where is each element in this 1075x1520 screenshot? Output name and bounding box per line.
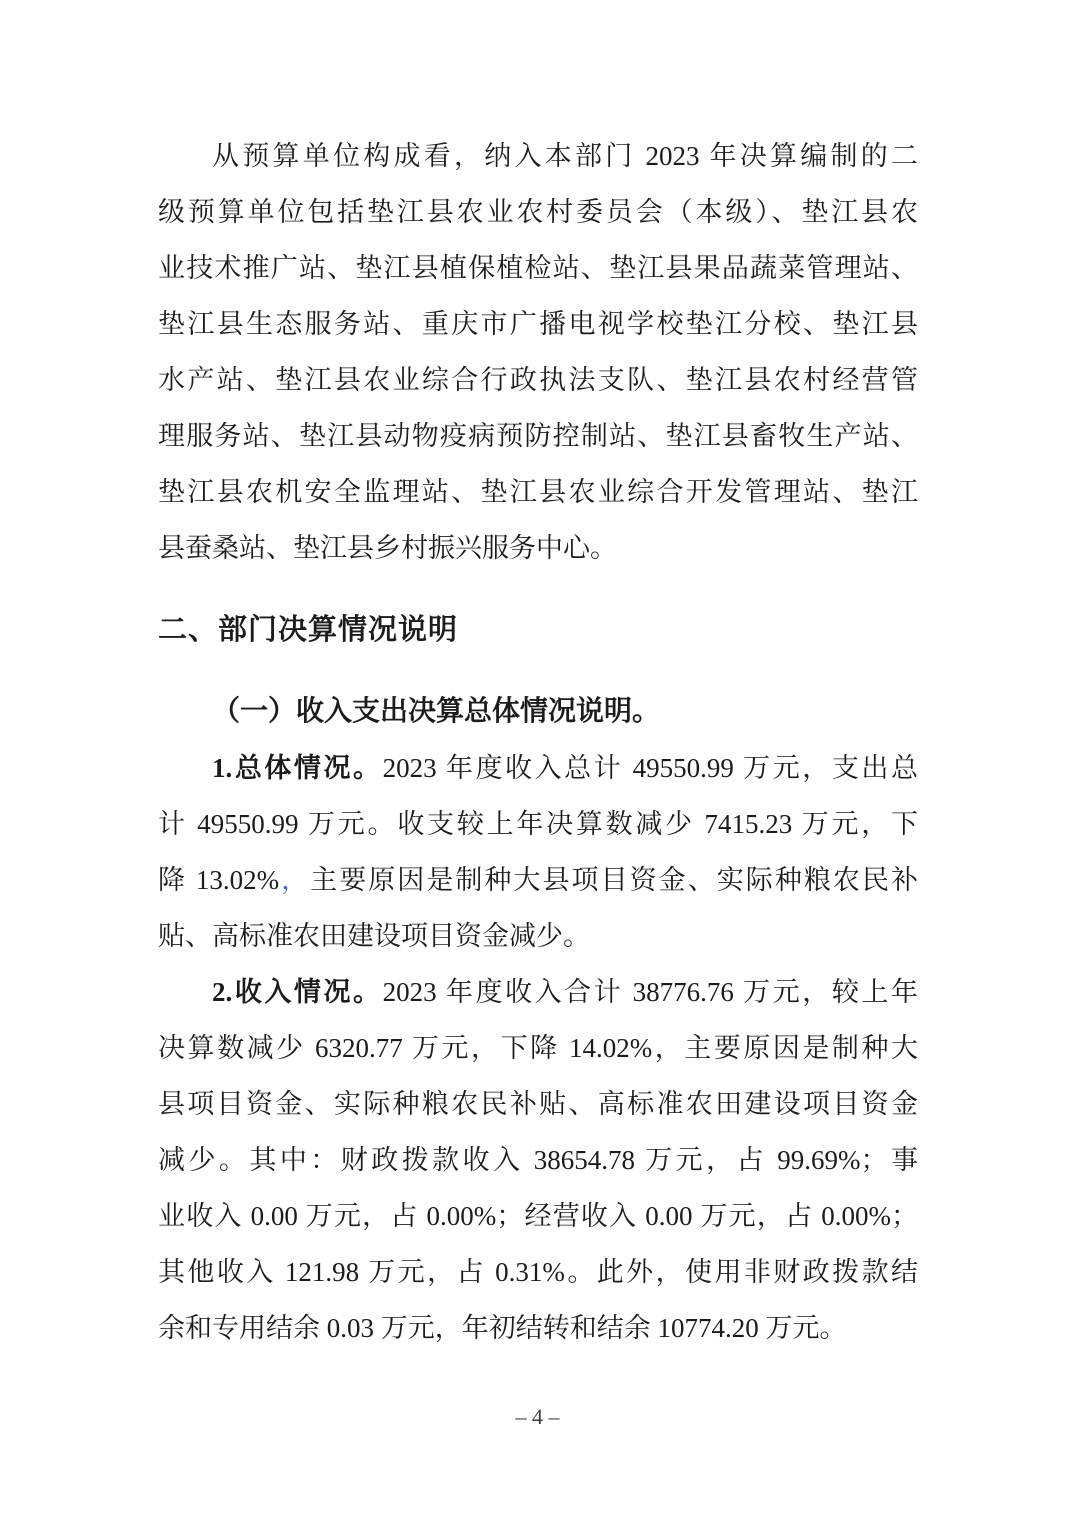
text-line	[158, 964, 918, 1020]
bold-lead-label: 2.收入情况。	[212, 977, 383, 1007]
text-run: 降 13.02%	[158, 865, 280, 895]
text-line: 从预算单位构成看，纳入本部门 2023 年决算编制的二	[212, 141, 918, 171]
paragraph-overall-situation	[158, 740, 918, 964]
text-run: 2023 年度收入合计 38776.76 万元，较上年	[382, 977, 918, 1007]
text-line: 其他收入 121.98 万元，占 0.31%。此外，使用非财政拨款结	[158, 1257, 918, 1287]
page-number: – 4 –	[515, 1404, 560, 1429]
subsection-heading: （一）收入支出决算总体情况说明。	[212, 696, 661, 727]
text-line: 水产站、垫江县农业综合行政执法支队、垫江县农村经营管	[158, 365, 918, 395]
text-line	[158, 852, 918, 908]
text-line: 县蚕桑站、垫江县乡村振兴服务中心。	[158, 533, 617, 563]
text-line: 业收入 0.00 万元，占 0.00%；经营收入 0.00 万元，占 0.00%；	[158, 1201, 918, 1231]
text-line: 垫江县生态服务站、重庆市广播电视学校垫江分校、垫江县	[158, 309, 918, 339]
text-line: 贴、高标准农田建设项目资金减少。	[158, 921, 590, 951]
document-body	[158, 128, 918, 1356]
text-line: 垫江县农机安全监理站、垫江县农业综合开发管理站、垫江	[158, 477, 918, 507]
bold-lead-label: 1.总体情况。	[212, 753, 383, 783]
paragraph-budget-units	[158, 128, 918, 576]
section-heading: 二、部门决算情况说明	[158, 614, 459, 646]
text-run: 2023 年度收入总计 49550.99 万元，支出总	[382, 753, 918, 783]
text-line: 县项目资金、实际种粮农民补贴、高标准农田建设项目资金	[158, 1089, 918, 1119]
text-line: 计 49550.99 万元。收支较上年决算数减少 7415.23 万元，下	[158, 809, 918, 839]
text-line	[158, 740, 918, 796]
text-line: 决算数减少 6320.77 万元，下降 14.02%，主要原因是制种大	[158, 1033, 918, 1063]
text-line: 减少。其中：财政拨款收入 38654.78 万元，占 99.69%；事	[158, 1145, 918, 1175]
blue-comma: ，	[279, 865, 311, 895]
text-line: 余和专用结余 0.03 万元，年初结转和结余 10774.20 万元。	[158, 1313, 847, 1343]
text-line: 理服务站、垫江县动物疫病预防控制站、垫江县畜牧生产站、	[158, 421, 918, 451]
paragraph-income-situation	[158, 964, 918, 1356]
text-line: 级预算单位包括垫江县农业农村委员会（本级）、垫江县农	[158, 197, 918, 227]
text-run: 主要原因是制种大县项目资金、实际种粮农民补	[310, 865, 918, 895]
text-line: 业技术推广站、垫江县植保植检站、垫江县果品蔬菜管理站、	[158, 253, 918, 283]
